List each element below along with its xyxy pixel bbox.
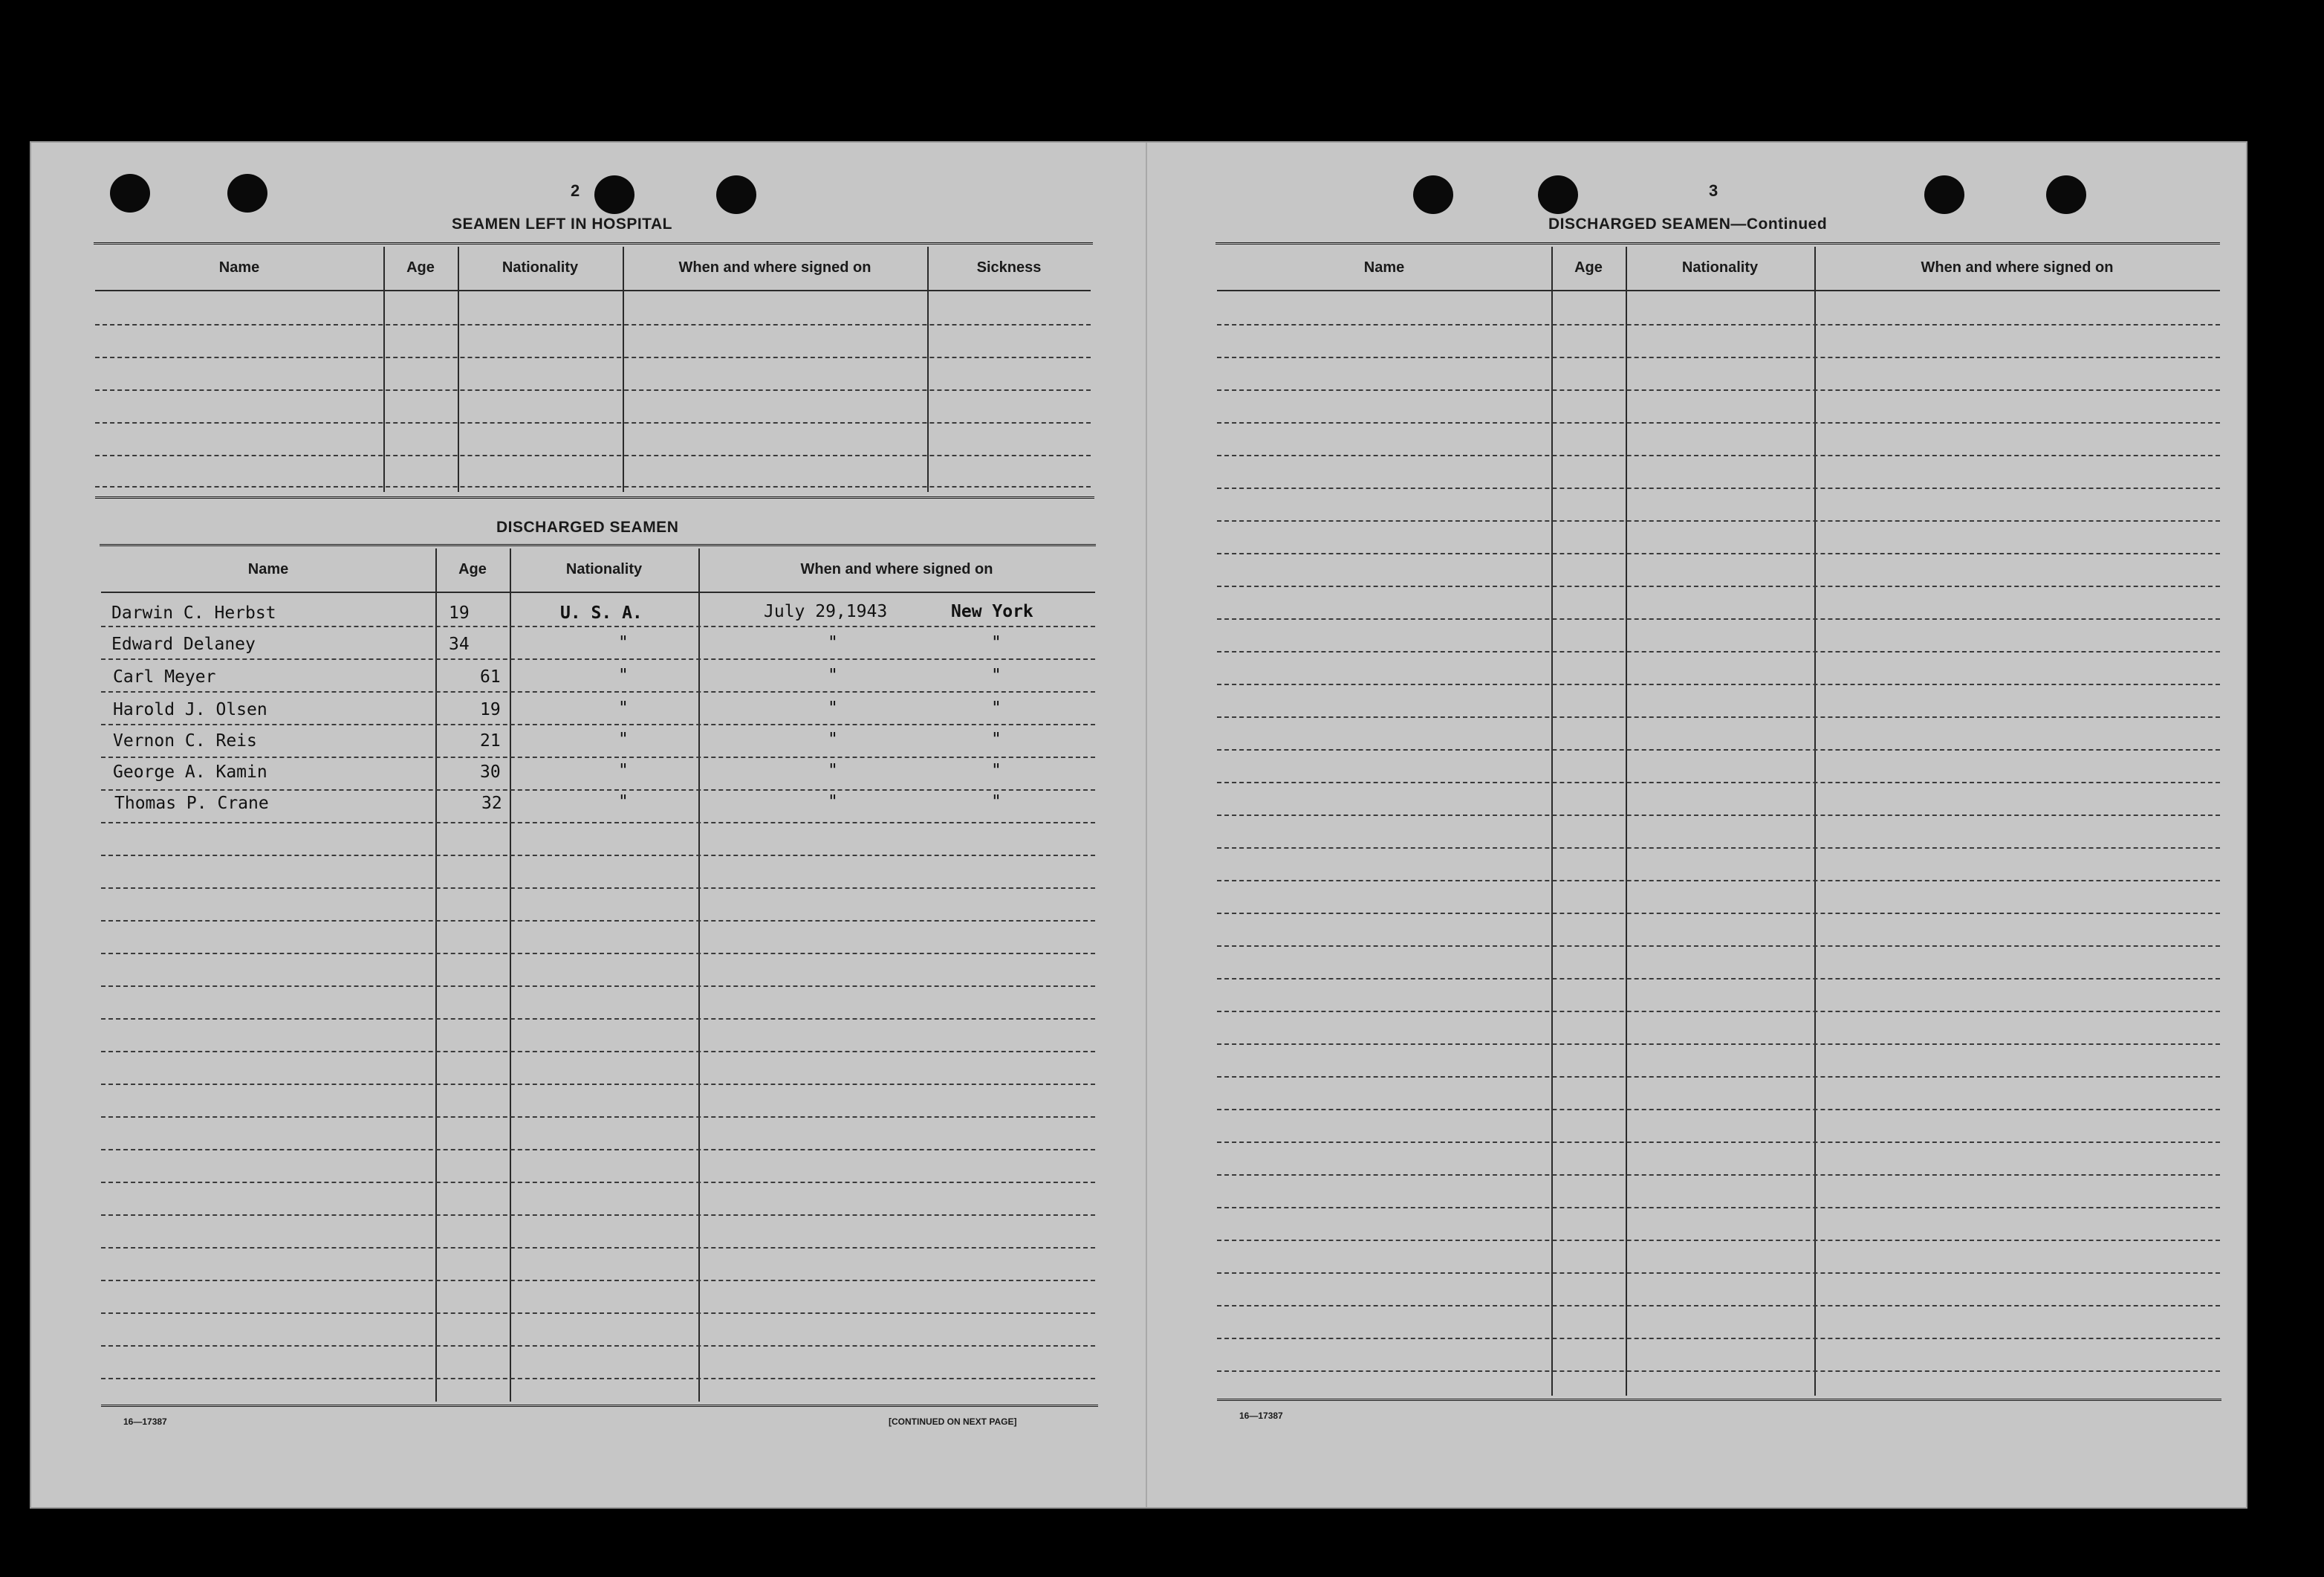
discharged-bottom-rule: [101, 1405, 1098, 1407]
row-line: [101, 953, 1095, 954]
continued-note: [CONTINUED ON NEXT PAGE]: [889, 1416, 1017, 1427]
signed-on-place: ": [991, 666, 1002, 685]
page-number: 3: [1709, 181, 1718, 200]
header-underline: [101, 592, 1095, 593]
row-line: [1217, 1043, 2220, 1045]
punch-hole: [110, 174, 150, 213]
seaman-nationality: ": [618, 792, 629, 812]
seaman-name: Harold J. Olsen: [113, 700, 267, 719]
row-line: [1217, 684, 2220, 685]
col-header-name: Name: [247, 561, 289, 577]
column-divider: [1626, 247, 1627, 1396]
row-line: [95, 357, 1091, 358]
form-number: 16—17387: [1239, 1411, 1283, 1421]
row-line: [95, 422, 1091, 424]
row-line: [101, 822, 1095, 823]
right-bottom-rule: [1217, 1399, 2221, 1401]
row-line: [101, 789, 1095, 791]
row-line: [1217, 586, 2220, 587]
row-line: [101, 691, 1095, 693]
signed-on-place: ": [991, 633, 1002, 653]
row-line: [95, 324, 1091, 326]
row-line: [1217, 520, 2220, 522]
seaman-nationality: ": [618, 699, 629, 718]
seaman-name: Edward Delaney: [111, 635, 256, 654]
seaman-age: 19: [449, 603, 470, 623]
row-line: [1217, 1207, 2220, 1208]
form-number: 16—17387: [123, 1416, 167, 1427]
signed-on-place: ": [991, 730, 1002, 749]
seaman-nationality: ": [618, 633, 629, 653]
seaman-nationality: ": [618, 666, 629, 685]
row-line: [1217, 357, 2220, 358]
seaman-name: George A. Kamin: [113, 762, 267, 782]
col-header-age: Age: [1574, 259, 1603, 276]
row-line: [101, 985, 1095, 987]
row-line: [1217, 422, 2220, 424]
row-line: [101, 1345, 1095, 1347]
col-header-nationality: Nationality: [502, 259, 579, 276]
signed-on-date: ": [828, 633, 838, 653]
punch-hole: [716, 175, 756, 214]
col-header-nationality: Nationality: [1681, 259, 1759, 276]
punch-hole: [594, 175, 634, 214]
row-line: [101, 887, 1095, 889]
row-line: [101, 1214, 1095, 1216]
col-header-name: Name: [1363, 259, 1405, 276]
row-line: [95, 455, 1091, 456]
row-line: [1217, 815, 2220, 816]
signed-on-date: July 29,1943: [764, 602, 888, 621]
discharged-section-title: DISCHARGED SEAMEN: [496, 519, 679, 536]
punch-hole: [2046, 175, 2086, 214]
right-page: [1146, 143, 2247, 1507]
seaman-name: Darwin C. Herbst: [111, 603, 276, 623]
punch-hole: [1413, 175, 1453, 214]
discharged-top-rule: [100, 544, 1096, 546]
row-line: [1217, 782, 2220, 783]
col-header-signed-on: When and where signed on: [678, 259, 872, 276]
row-line: [1217, 1338, 2220, 1339]
row-line: [95, 486, 1091, 488]
row-line: [101, 626, 1095, 627]
row-line: [101, 1378, 1095, 1379]
punch-hole: [1924, 175, 1964, 214]
signed-on-date: ": [828, 699, 838, 718]
row-line: [1217, 553, 2220, 554]
discharged-continued-table: [1217, 247, 2220, 1397]
hospital-top-rule: [94, 242, 1093, 245]
document-scan: [30, 141, 2247, 1509]
row-line: [101, 855, 1095, 856]
seaman-name: Thomas P. Crane: [114, 794, 269, 813]
col-header-age: Age: [458, 561, 487, 577]
row-line: [101, 1084, 1095, 1085]
row-line: [95, 389, 1091, 391]
row-line: [101, 920, 1095, 922]
left-page: [31, 143, 1146, 1507]
punch-hole: [227, 174, 267, 213]
row-line: [1217, 1370, 2220, 1372]
col-header-signed-on: When and where signed on: [1921, 259, 2114, 276]
row-line: [1217, 945, 2220, 947]
row-line: [1217, 651, 2220, 653]
row-line: [1217, 716, 2220, 718]
row-line: [1217, 324, 2220, 326]
hospital-section-title: SEAMEN LEFT IN HOSPITAL: [452, 216, 672, 233]
punch-hole: [1538, 175, 1578, 214]
signed-on-place: ": [991, 761, 1002, 780]
discharged-table: [101, 548, 1095, 1403]
signed-on-place: New York: [951, 602, 1033, 621]
row-line: [101, 724, 1095, 725]
seaman-age: 30: [480, 762, 501, 782]
row-line: [101, 1018, 1095, 1020]
signed-on-date: ": [828, 792, 838, 812]
row-line: [101, 1116, 1095, 1118]
seaman-nationality: U. S. A.: [560, 603, 643, 623]
row-line: [101, 757, 1095, 758]
col-header-nationality: Nationality: [565, 561, 643, 577]
row-line: [1217, 880, 2220, 881]
row-line: [101, 1312, 1095, 1314]
column-divider: [510, 548, 511, 1402]
row-line: [1217, 488, 2220, 489]
row-line: [101, 1280, 1095, 1281]
col-header-name: Name: [218, 259, 260, 276]
seaman-age: 32: [481, 794, 502, 813]
row-line: [1217, 1076, 2220, 1078]
row-line: [1217, 1174, 2220, 1176]
column-divider: [1814, 247, 1816, 1396]
hospital-bottom-rule: [95, 496, 1094, 499]
row-line: [101, 658, 1095, 660]
seaman-age: 21: [480, 731, 501, 751]
row-line: [101, 1247, 1095, 1249]
seaman-age: 34: [449, 635, 470, 654]
page-number: 2: [571, 181, 580, 200]
seaman-age: 61: [480, 667, 501, 687]
row-line: [1217, 455, 2220, 456]
signed-on-place: ": [991, 792, 1002, 812]
seaman-name: Vernon C. Reis: [113, 731, 257, 751]
header-underline: [95, 290, 1091, 291]
row-line: [1217, 1142, 2220, 1143]
row-line: [101, 1149, 1095, 1150]
discharged-continued-title: DISCHARGED SEAMEN—Continued: [1548, 216, 1828, 233]
seaman-nationality: ": [618, 730, 629, 749]
row-line: [101, 1051, 1095, 1052]
row-line: [1217, 913, 2220, 914]
seaman-age: 19: [480, 700, 501, 719]
row-line: [1217, 978, 2220, 979]
col-header-sickness: Sickness: [976, 259, 1042, 276]
row-line: [1217, 389, 2220, 391]
row-line: [101, 1182, 1095, 1183]
row-line: [1217, 618, 2220, 620]
column-divider: [698, 548, 700, 1402]
row-line: [1217, 749, 2220, 751]
seaman-name: Carl Meyer: [113, 667, 216, 687]
col-header-signed-on: When and where signed on: [800, 561, 993, 577]
signed-on-place: ": [991, 699, 1002, 718]
col-header-age: Age: [406, 259, 435, 276]
header-underline: [1217, 290, 2220, 291]
column-divider: [435, 548, 437, 1402]
row-line: [1217, 1305, 2220, 1306]
seaman-nationality: ": [618, 761, 629, 780]
row-line: [1217, 1240, 2220, 1241]
row-line: [1217, 1109, 2220, 1110]
signed-on-date: ": [828, 666, 838, 685]
signed-on-date: ": [828, 761, 838, 780]
row-line: [1217, 1011, 2220, 1012]
hospital-table: [95, 247, 1091, 496]
column-divider: [1551, 247, 1553, 1396]
row-line: [1217, 847, 2220, 849]
right-top-rule: [1215, 242, 2220, 245]
row-line: [1217, 1272, 2220, 1274]
signed-on-date: ": [828, 730, 838, 749]
